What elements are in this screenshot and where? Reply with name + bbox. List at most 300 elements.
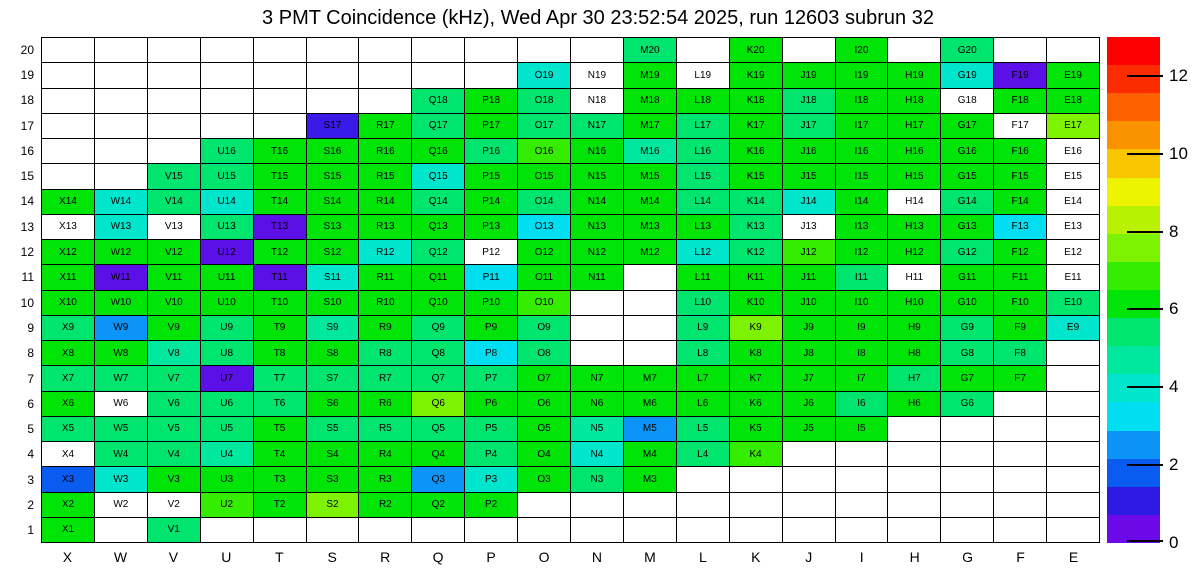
heatmap-cell-G20: G20 xyxy=(941,38,994,63)
heatmap-cell-N6: N6 xyxy=(571,392,624,417)
heatmap-cell-Q4: Q4 xyxy=(412,442,465,467)
heatmap-cell-T10: T10 xyxy=(254,291,307,316)
heatmap-cell-X11: X11 xyxy=(42,265,95,290)
heatmap-cell-M4: M4 xyxy=(624,442,677,467)
heatmap-cell-T7: T7 xyxy=(254,366,307,391)
heatmap-cell-N12: N12 xyxy=(571,240,624,265)
heatmap-cell-R17: R17 xyxy=(359,114,412,139)
heatmap-cell-M3: M3 xyxy=(624,467,677,492)
heatmap-cell-E11: E11 xyxy=(1047,265,1100,290)
heatmap-cell-empty xyxy=(148,114,201,139)
heatmap-cell-N18: N18 xyxy=(571,89,624,114)
heatmap-cell-empty xyxy=(148,139,201,164)
heatmap-cell-V4: V4 xyxy=(148,442,201,467)
heatmap-cell-Q12: Q12 xyxy=(412,240,465,265)
heatmap-cell-M5: M5 xyxy=(624,417,677,442)
x-axis-label-Q: Q xyxy=(432,549,444,565)
heatmap-cell-P6: P6 xyxy=(465,392,518,417)
heatmap-cell-T16: T16 xyxy=(254,139,307,164)
heatmap-cell-empty xyxy=(888,518,941,543)
colorbar-band-12 xyxy=(1107,374,1160,402)
heatmap-cell-Q2: Q2 xyxy=(412,493,465,518)
y-axis-label-2: 2 xyxy=(27,498,34,513)
heatmap-cell-empty xyxy=(836,442,889,467)
heatmap-cell-O12: O12 xyxy=(518,240,571,265)
heatmap-cell-L13: L13 xyxy=(677,215,730,240)
y-axis-label-12: 12 xyxy=(20,245,34,260)
heatmap-cell-R13: R13 xyxy=(359,215,412,240)
heatmap-cell-Q5: Q5 xyxy=(412,417,465,442)
heatmap-cell-H19: H19 xyxy=(888,63,941,88)
heatmap-cell-empty xyxy=(941,493,994,518)
heatmap-cell-X13: X13 xyxy=(42,215,95,240)
heatmap-cell-empty xyxy=(994,518,1047,543)
x-axis-label-G: G xyxy=(962,549,974,565)
heatmap-cell-U5: U5 xyxy=(201,417,254,442)
heatmap-cell-L12: L12 xyxy=(677,240,730,265)
heatmap-cell-I8: I8 xyxy=(836,341,889,366)
heatmap-cell-empty xyxy=(783,442,836,467)
heatmap-cell-F15: F15 xyxy=(994,164,1047,189)
heatmap-cell-X6: X6 xyxy=(42,392,95,417)
heatmap-cell-empty xyxy=(783,493,836,518)
heatmap-cell-empty xyxy=(624,341,677,366)
heatmap-cell-I10: I10 xyxy=(836,291,889,316)
heatmap-cell-X12: X12 xyxy=(42,240,95,265)
heatmap-cell-N7: N7 xyxy=(571,366,624,391)
colorbar-tick-label-2: 2 xyxy=(1169,455,1179,475)
heatmap-cell-F8: F8 xyxy=(994,341,1047,366)
heatmap-cell-O6: O6 xyxy=(518,392,571,417)
heatmap-cell-L6: L6 xyxy=(677,392,730,417)
heatmap-cell-V6: V6 xyxy=(148,392,201,417)
heatmap-cell-W14: W14 xyxy=(95,190,148,215)
colorbar-band-16 xyxy=(1107,487,1160,515)
heatmap-cell-E16: E16 xyxy=(1047,139,1100,164)
colorbar-band-0 xyxy=(1107,37,1160,65)
heatmap-cell-N17: N17 xyxy=(571,114,624,139)
heatmap-cell-P10: P10 xyxy=(465,291,518,316)
y-axis-label-5: 5 xyxy=(27,422,34,437)
heatmap-cell-G6: G6 xyxy=(941,392,994,417)
heatmap-cell-J15: J15 xyxy=(783,164,836,189)
heatmap-cell-empty xyxy=(994,392,1047,417)
colorbar-band-15 xyxy=(1107,459,1160,487)
colorbar-band-14 xyxy=(1107,431,1160,459)
heatmap-cell-T14: T14 xyxy=(254,190,307,215)
heatmap-cell-Q3: Q3 xyxy=(412,467,465,492)
heatmap-cell-H15: H15 xyxy=(888,164,941,189)
heatmap-cell-I16: I16 xyxy=(836,139,889,164)
heatmap-cell-J11: J11 xyxy=(783,265,836,290)
heatmap-cell-H9: H9 xyxy=(888,316,941,341)
heatmap-cell-empty xyxy=(518,518,571,543)
heatmap-cell-S17: S17 xyxy=(307,114,360,139)
heatmap-cell-empty xyxy=(888,442,941,467)
heatmap-cell-empty xyxy=(1047,341,1100,366)
heatmap-cell-R12: R12 xyxy=(359,240,412,265)
colorbar-band-2 xyxy=(1107,93,1160,121)
heatmap-cell-empty xyxy=(1047,493,1100,518)
y-axis-label-15: 15 xyxy=(20,169,34,184)
heatmap-cell-M15: M15 xyxy=(624,164,677,189)
y-axis-label-7: 7 xyxy=(27,371,34,386)
chart-title: 3 PMT Coincidence (kHz), Wed Apr 30 23:52:54 2025, run 12603 subrun 32 xyxy=(262,7,934,29)
heatmap-cell-S5: S5 xyxy=(307,417,360,442)
heatmap-cell-H14: H14 xyxy=(888,190,941,215)
colorbar-band-7 xyxy=(1107,234,1160,262)
heatmap-cell-empty xyxy=(42,89,95,114)
heatmap-cell-V7: V7 xyxy=(148,366,201,391)
heatmap-cell-empty xyxy=(95,38,148,63)
heatmap-cell-K16: K16 xyxy=(730,139,783,164)
heatmap-cell-K4: K4 xyxy=(730,442,783,467)
heatmap-cell-L15: L15 xyxy=(677,164,730,189)
heatmap-cell-J17: J17 xyxy=(783,114,836,139)
heatmap-cell-E18: E18 xyxy=(1047,89,1100,114)
heatmap-cell-Q9: Q9 xyxy=(412,316,465,341)
heatmap-cell-J6: J6 xyxy=(783,392,836,417)
heatmap-cell-F16: F16 xyxy=(994,139,1047,164)
heatmap-cell-K12: K12 xyxy=(730,240,783,265)
y-axis-label-14: 14 xyxy=(20,194,34,209)
x-axis-label-F: F xyxy=(1016,549,1025,565)
heatmap-cell-empty xyxy=(677,467,730,492)
heatmap-cell-I7: I7 xyxy=(836,366,889,391)
heatmap-cell-R7: R7 xyxy=(359,366,412,391)
heatmap-cell-H12: H12 xyxy=(888,240,941,265)
heatmap-cell-W3: W3 xyxy=(95,467,148,492)
y-axis-label-20: 20 xyxy=(20,42,34,57)
heatmap-cell-Q6: Q6 xyxy=(412,392,465,417)
heatmap-cell-O18: O18 xyxy=(518,89,571,114)
heatmap-cell-O8: O8 xyxy=(518,341,571,366)
heatmap-cell-empty xyxy=(359,89,412,114)
heatmap-cell-empty xyxy=(201,89,254,114)
heatmap-cell-Q13: Q13 xyxy=(412,215,465,240)
heatmap-cell-O13: O13 xyxy=(518,215,571,240)
x-axis-label-U: U xyxy=(221,549,232,565)
heatmap-cell-empty xyxy=(888,417,941,442)
heatmap-cell-empty xyxy=(148,89,201,114)
heatmap-cell-M16: M16 xyxy=(624,139,677,164)
y-axis-label-1: 1 xyxy=(27,523,34,538)
heatmap-cell-E10: E10 xyxy=(1047,291,1100,316)
heatmap-cell-K14: K14 xyxy=(730,190,783,215)
heatmap-cell-R10: R10 xyxy=(359,291,412,316)
heatmap-cell-E15: E15 xyxy=(1047,164,1100,189)
heatmap-cell-O7: O7 xyxy=(518,366,571,391)
heatmap-cell-empty xyxy=(359,38,412,63)
colorbar-band-10 xyxy=(1107,318,1160,346)
heatmap-cell-W9: W9 xyxy=(95,316,148,341)
heatmap-cell-W10: W10 xyxy=(95,291,148,316)
heatmap-cell-X3: X3 xyxy=(42,467,95,492)
heatmap-cell-L14: L14 xyxy=(677,190,730,215)
heatmap-cell-M14: M14 xyxy=(624,190,677,215)
heatmap-cell-U14: U14 xyxy=(201,190,254,215)
heatmap-cell-empty xyxy=(42,164,95,189)
heatmap-cell-K10: K10 xyxy=(730,291,783,316)
heatmap-cell-empty xyxy=(42,139,95,164)
colorbar-tick-label-0: 0 xyxy=(1169,533,1179,552)
heatmap-cell-G17: G17 xyxy=(941,114,994,139)
heatmap-cell-I19: I19 xyxy=(836,63,889,88)
colorbar-tick-label-10: 10 xyxy=(1169,143,1188,163)
heatmap-cell-H6: H6 xyxy=(888,392,941,417)
heatmap-cell-empty xyxy=(201,63,254,88)
heatmap-cell-X4: X4 xyxy=(42,442,95,467)
heatmap-cell-empty xyxy=(465,63,518,88)
heatmap-cell-empty xyxy=(730,518,783,543)
heatmap-cell-empty xyxy=(254,38,307,63)
heatmap-cell-empty xyxy=(95,139,148,164)
heatmap-cell-empty xyxy=(518,38,571,63)
heatmap-cell-empty xyxy=(571,518,624,543)
heatmap-cell-G11: G11 xyxy=(941,265,994,290)
heatmap-cell-W11: W11 xyxy=(95,265,148,290)
heatmap-cell-N15: N15 xyxy=(571,164,624,189)
heatmap-cell-N3: N3 xyxy=(571,467,624,492)
heatmap-cell-W8: W8 xyxy=(95,341,148,366)
heatmap-cell-E14: E14 xyxy=(1047,190,1100,215)
heatmap-cell-empty xyxy=(254,89,307,114)
heatmap-cell-P7: P7 xyxy=(465,366,518,391)
x-axis-label-S: S xyxy=(327,549,337,565)
heatmap-cell-N4: N4 xyxy=(571,442,624,467)
heatmap-cell-K11: K11 xyxy=(730,265,783,290)
colorbar-tick-label-6: 6 xyxy=(1169,299,1179,319)
heatmap-cell-X7: X7 xyxy=(42,366,95,391)
heatmap-cell-empty xyxy=(677,38,730,63)
x-axis-label-H: H xyxy=(909,549,920,565)
y-axis-label-13: 13 xyxy=(20,219,34,234)
heatmap-cell-R11: R11 xyxy=(359,265,412,290)
heatmap-cell-J7: J7 xyxy=(783,366,836,391)
heatmap-cell-F7: F7 xyxy=(994,366,1047,391)
heatmap-cell-U4: U4 xyxy=(201,442,254,467)
heatmap-cell-W12: W12 xyxy=(95,240,148,265)
heatmap-cell-empty xyxy=(42,38,95,63)
heatmap-cell-empty xyxy=(1047,417,1100,442)
heatmap-cell-U10: U10 xyxy=(201,291,254,316)
heatmap-cell-T3: T3 xyxy=(254,467,307,492)
heatmap-cell-V5: V5 xyxy=(148,417,201,442)
heatmap-cell-F19: F19 xyxy=(994,63,1047,88)
heatmap-cell-L19: L19 xyxy=(677,63,730,88)
heatmap-cell-N14: N14 xyxy=(571,190,624,215)
x-axis-label-E: E xyxy=(1068,549,1079,565)
heatmap-cell-I14: I14 xyxy=(836,190,889,215)
heatmap-cell-empty xyxy=(571,291,624,316)
heatmap-cell-empty xyxy=(994,442,1047,467)
heatmap-cell-W2: W2 xyxy=(95,493,148,518)
heatmap-cell-J9: J9 xyxy=(783,316,836,341)
heatmap-cell-G18: G18 xyxy=(941,89,994,114)
heatmap-cell-T13: T13 xyxy=(254,215,307,240)
heatmap-grid xyxy=(41,37,1100,543)
x-axis-label-V: V xyxy=(168,549,179,565)
heatmap-cell-F17: F17 xyxy=(994,114,1047,139)
heatmap-cell-I11: I11 xyxy=(836,265,889,290)
heatmap-cell-V1: V1 xyxy=(148,518,201,543)
heatmap-cell-S6: S6 xyxy=(307,392,360,417)
heatmap-cell-N19: N19 xyxy=(571,63,624,88)
heatmap-cell-I12: I12 xyxy=(836,240,889,265)
colorbar-tick-6 xyxy=(1127,308,1163,310)
heatmap-cell-empty xyxy=(42,114,95,139)
heatmap-cell-H16: H16 xyxy=(888,139,941,164)
heatmap-cell-W7: W7 xyxy=(95,366,148,391)
heatmap-cell-G12: G12 xyxy=(941,240,994,265)
heatmap-cell-empty xyxy=(254,518,307,543)
colorbar-tick-2 xyxy=(1127,464,1163,466)
heatmap-cell-empty xyxy=(201,38,254,63)
x-axis-label-L: L xyxy=(698,549,707,565)
heatmap-cell-M18: M18 xyxy=(624,89,677,114)
heatmap-cell-empty xyxy=(624,518,677,543)
heatmap-cell-J10: J10 xyxy=(783,291,836,316)
heatmap-cell-empty xyxy=(783,467,836,492)
heatmap-cell-U16: U16 xyxy=(201,139,254,164)
heatmap-cell-T4: T4 xyxy=(254,442,307,467)
heatmap-cell-W4: W4 xyxy=(95,442,148,467)
heatmap-cell-empty xyxy=(624,291,677,316)
heatmap-cell-Q7: Q7 xyxy=(412,366,465,391)
heatmap-cell-O9: O9 xyxy=(518,316,571,341)
heatmap-cell-N13: N13 xyxy=(571,215,624,240)
heatmap-cell-S2: S2 xyxy=(307,493,360,518)
heatmap-cell-J14: J14 xyxy=(783,190,836,215)
heatmap-cell-G8: G8 xyxy=(941,341,994,366)
heatmap-cell-S9: S9 xyxy=(307,316,360,341)
heatmap-cell-H7: H7 xyxy=(888,366,941,391)
heatmap-cell-M19: M19 xyxy=(624,63,677,88)
heatmap-cell-M13: M13 xyxy=(624,215,677,240)
heatmap-cell-V14: V14 xyxy=(148,190,201,215)
heatmap-cell-empty xyxy=(254,114,307,139)
heatmap-cell-F12: F12 xyxy=(994,240,1047,265)
heatmap-cell-empty xyxy=(359,518,412,543)
heatmap-cell-empty xyxy=(836,467,889,492)
x-axis-label-W: W xyxy=(113,549,128,565)
heatmap-cell-empty xyxy=(148,38,201,63)
heatmap-cell-R6: R6 xyxy=(359,392,412,417)
heatmap-cell-empty xyxy=(307,63,360,88)
heatmap-cell-J16: J16 xyxy=(783,139,836,164)
heatmap-cell-L16: L16 xyxy=(677,139,730,164)
heatmap-cell-K6: K6 xyxy=(730,392,783,417)
heatmap-cell-P17: P17 xyxy=(465,114,518,139)
colorbar-tick-10 xyxy=(1127,153,1163,155)
heatmap-cell-G13: G13 xyxy=(941,215,994,240)
heatmap-cell-empty xyxy=(677,518,730,543)
heatmap-cell-K8: K8 xyxy=(730,341,783,366)
heatmap-cell-N5: N5 xyxy=(571,417,624,442)
heatmap-cell-empty xyxy=(1047,467,1100,492)
heatmap-cell-O10: O10 xyxy=(518,291,571,316)
heatmap-cell-J12: J12 xyxy=(783,240,836,265)
heatmap-cell-L8: L8 xyxy=(677,341,730,366)
heatmap-cell-empty xyxy=(1047,392,1100,417)
heatmap-cell-G19: G19 xyxy=(941,63,994,88)
colorbar-tick-label-4: 4 xyxy=(1169,377,1179,397)
colorbar-tick-8 xyxy=(1127,231,1163,233)
x-axis-label-O: O xyxy=(538,549,550,565)
heatmap-cell-V13: V13 xyxy=(148,215,201,240)
heatmap-cell-V9: V9 xyxy=(148,316,201,341)
heatmap-cell-O19: O19 xyxy=(518,63,571,88)
heatmap-cell-empty xyxy=(571,38,624,63)
heatmap-cell-K18: K18 xyxy=(730,89,783,114)
heatmap-cell-empty xyxy=(254,63,307,88)
heatmap-cell-F10: F10 xyxy=(994,291,1047,316)
heatmap-cell-Q10: Q10 xyxy=(412,291,465,316)
heatmap-cell-T6: T6 xyxy=(254,392,307,417)
heatmap-cell-L18: L18 xyxy=(677,89,730,114)
heatmap-cell-H11: H11 xyxy=(888,265,941,290)
heatmap-cell-V15: V15 xyxy=(148,164,201,189)
heatmap-cell-K9: K9 xyxy=(730,316,783,341)
heatmap-cell-E9: E9 xyxy=(1047,316,1100,341)
heatmap-cell-empty xyxy=(148,63,201,88)
heatmap-cell-O15: O15 xyxy=(518,164,571,189)
heatmap-cell-I15: I15 xyxy=(836,164,889,189)
heatmap-cell-E13: E13 xyxy=(1047,215,1100,240)
heatmap-cell-U8: U8 xyxy=(201,341,254,366)
heatmap-cell-K5: K5 xyxy=(730,417,783,442)
heatmap-cell-J18: J18 xyxy=(783,89,836,114)
heatmap-cell-J19: J19 xyxy=(783,63,836,88)
heatmap-cell-P9: P9 xyxy=(465,316,518,341)
heatmap-cell-U6: U6 xyxy=(201,392,254,417)
heatmap-cell-U12: U12 xyxy=(201,240,254,265)
heatmap-cell-L9: L9 xyxy=(677,316,730,341)
heatmap-cell-Q8: Q8 xyxy=(412,341,465,366)
heatmap-cell-V8: V8 xyxy=(148,341,201,366)
heatmap-cell-P8: P8 xyxy=(465,341,518,366)
heatmap-cell-empty xyxy=(518,493,571,518)
heatmap-cell-Q14: Q14 xyxy=(412,190,465,215)
x-axis-label-T: T xyxy=(274,549,284,565)
heatmap-cell-K15: K15 xyxy=(730,164,783,189)
heatmap-cell-empty xyxy=(994,493,1047,518)
heatmap-cell-R9: R9 xyxy=(359,316,412,341)
heatmap-cell-Q15: Q15 xyxy=(412,164,465,189)
x-axis-label-N: N xyxy=(591,549,603,565)
heatmap-cell-X10: X10 xyxy=(42,291,95,316)
heatmap-cell-M12: M12 xyxy=(624,240,677,265)
heatmap-cell-S11: S11 xyxy=(307,265,360,290)
heatmap-cell-S7: S7 xyxy=(307,366,360,391)
heatmap-cell-empty xyxy=(783,518,836,543)
heatmap-cell-I5: I5 xyxy=(836,417,889,442)
heatmap-cell-empty xyxy=(941,442,994,467)
heatmap-cell-empty xyxy=(624,265,677,290)
colorbar-tick-12 xyxy=(1127,75,1163,77)
heatmap-cell-empty xyxy=(465,38,518,63)
heatmap-cell-S15: S15 xyxy=(307,164,360,189)
y-axis-label-3: 3 xyxy=(27,472,34,487)
heatmap-cell-empty xyxy=(888,467,941,492)
colorbar-tick-label-8: 8 xyxy=(1169,221,1179,241)
colorbar-band-8 xyxy=(1107,262,1160,290)
heatmap-cell-empty xyxy=(307,518,360,543)
heatmap-cell-R3: R3 xyxy=(359,467,412,492)
heatmap-cell-P16: P16 xyxy=(465,139,518,164)
heatmap-cell-S12: S12 xyxy=(307,240,360,265)
heatmap-cell-N11: N11 xyxy=(571,265,624,290)
